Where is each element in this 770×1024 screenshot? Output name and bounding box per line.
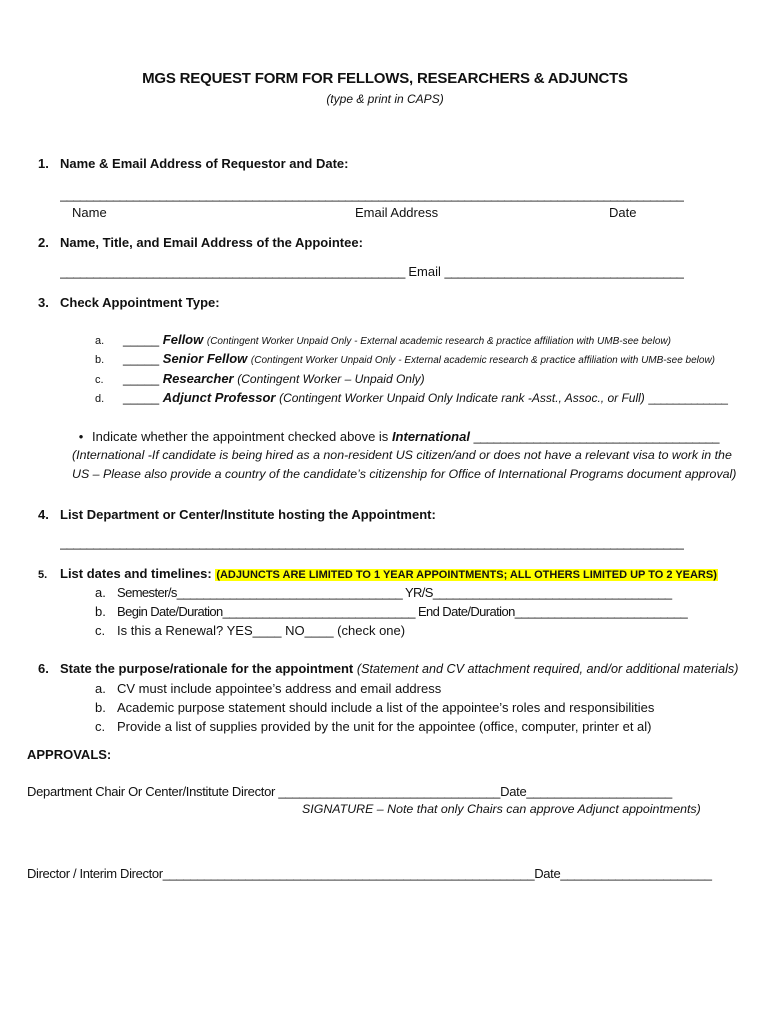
label-name: Name: [72, 205, 107, 220]
type-name: Adjunct Professor: [162, 390, 276, 405]
international-word: International: [391, 429, 470, 444]
checkbox-blank[interactable]: _____: [123, 371, 160, 386]
list-item: [95, 681, 441, 696]
list-item: [95, 700, 654, 715]
approvals-heading: APPROVALS:: [27, 747, 112, 762]
adjunct-limit-highlight: (ADJUNCTS ARE LIMITED TO 1 YEAR APPOINTMENTS; ALL OTHERS LIMITED UP TO 2 YEARS): [216, 569, 717, 581]
section-heading-text: List Department or Center/Institute hosting the Appointment:: [60, 507, 436, 522]
section-1-heading: [38, 156, 348, 171]
section-number: 6.: [38, 661, 49, 676]
section-heading-text: State the purpose/rationale for the appointment: [60, 661, 354, 676]
type-name: Fellow: [162, 332, 204, 347]
section-number: 5.: [38, 569, 48, 581]
section-heading-text: Name & Email Address of Requestor and Date:: [60, 156, 349, 171]
type-description: (Contingent Worker Unpaid Only - External academic research & practice affiliation with UMB-see below): [206, 336, 671, 347]
type-name: Senior Fellow: [162, 351, 248, 366]
international-field[interactable]: _____________________________________: [473, 429, 719, 444]
page-subtitle: (type & print in CAPS): [326, 92, 444, 106]
section-2-heading: [38, 235, 363, 250]
department-field[interactable]: ______________________________________________________________________________________________: [60, 535, 684, 550]
date-duration-line[interactable]: [95, 604, 687, 619]
semester-field[interactable]: Semester/s__________________________________ YR/S____________________________________: [117, 585, 672, 600]
checkbox-blank[interactable]: _____: [123, 390, 160, 405]
rank-field[interactable]: _____________: [648, 391, 728, 405]
section-3-heading: [38, 295, 220, 310]
appointee-email-field[interactable]: ____________________________________: [444, 264, 684, 279]
list-letter: b.: [95, 700, 106, 715]
type-description: (Contingent Worker Unpaid Only Indicate rank -Asst., Assoc., or Full): [279, 391, 645, 405]
section-heading-text: List dates and timelines:: [60, 566, 212, 581]
appointee-line: [60, 264, 720, 279]
list-letter: a.: [95, 681, 106, 696]
list-item-text: CV must include appointee’s address and email address: [117, 681, 442, 696]
list-letter: b.: [95, 354, 105, 366]
checkbox-blank[interactable]: _____: [123, 332, 160, 347]
appointment-type-fellow[interactable]: [95, 332, 671, 347]
appointment-type-adjunct[interactable]: [95, 390, 727, 405]
renewal-field[interactable]: Is this a Renewal? YES____ NO____ (check one): [117, 623, 406, 638]
renewal-line[interactable]: [95, 623, 405, 638]
semester-line[interactable]: [95, 585, 672, 600]
international-line: [70, 429, 719, 444]
type-description: (Contingent Worker Unpaid Only - External academic research & practice affiliation with UMB-see below): [250, 355, 715, 366]
list-letter: c.: [95, 374, 104, 386]
section-number: 3.: [38, 295, 49, 310]
type-description: (Contingent Worker – Unpaid Only): [237, 372, 425, 386]
page-title: MGS REQUEST FORM FOR FELLOWS, RESEARCHERS & ADJUNCTS: [142, 70, 628, 87]
section-4-heading: [38, 507, 436, 522]
list-letter: b.: [95, 604, 106, 619]
requestor-field[interactable]: ______________________________________________________________________________________________: [60, 187, 684, 202]
label-date: Date: [609, 205, 637, 220]
bullet-icon: •: [78, 429, 84, 444]
section-6-heading: [38, 661, 738, 676]
section-heading-text: Check Appointment Type:: [60, 295, 220, 310]
international-text: Indicate whether the appointment checked above is: [92, 429, 389, 444]
international-note-1: (International -If candidate is being hired as a non-resident US citizen/and or does not have a relevant visa to work in the: [72, 448, 732, 462]
list-letter: c.: [95, 623, 106, 638]
signature-note: SIGNATURE – Note that only Chairs can approve Adjunct appointments): [302, 802, 701, 816]
list-letter: c.: [95, 719, 106, 734]
director-signature-field[interactable]: Director / Interim Director______________________________________________________Date______________________: [27, 866, 712, 881]
list-item-text: Provide a list of supplies provided by the unit for the appointee (office, computer, printer et al): [117, 719, 652, 734]
email-label: Email: [408, 264, 441, 279]
label-email: Email Address: [355, 205, 439, 220]
appointment-type-senior-fellow[interactable]: [95, 351, 715, 366]
section-5-heading: [38, 566, 718, 581]
section-number: 1.: [38, 156, 49, 171]
list-letter: a.: [95, 335, 105, 347]
international-note-2: US – Please also provide a country of the candidate’s citizenship for Office of International Programs document approval): [72, 467, 737, 481]
appointee-name-field[interactable]: ____________________________________________________: [60, 264, 405, 279]
list-letter: a.: [95, 585, 106, 600]
type-name: Researcher: [162, 371, 234, 386]
department-chair-signature-field[interactable]: Department Chair Or Center/Institute Director ________________________________Date_____________________: [27, 784, 672, 799]
checkbox-blank[interactable]: _____: [123, 351, 160, 366]
section-heading-note: (Statement and CV attachment required, and/or additional materials): [356, 662, 739, 676]
section-number: 4.: [38, 507, 49, 522]
list-letter: d.: [95, 393, 105, 405]
section-heading-text: Name, Title, and Email Address of the Appointee:: [60, 235, 363, 250]
appointment-type-researcher[interactable]: [95, 371, 425, 386]
section-number: 2.: [38, 235, 49, 250]
list-item: [95, 719, 652, 734]
date-duration-field[interactable]: Begin Date/Duration_____________________________ End Date/Duration__________________________: [117, 604, 688, 619]
list-item-text: Academic purpose statement should include a list of the appointee’s roles and responsibilities: [117, 700, 655, 715]
